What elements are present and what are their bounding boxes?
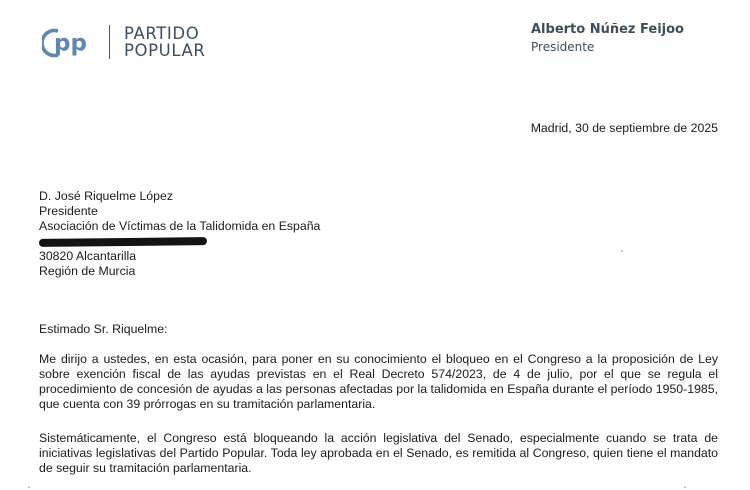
recipient-name: D. José Riquelme López: [39, 189, 173, 203]
redaction-mark: [39, 237, 207, 247]
letter-date: Madrid, 30 de septiembre de 2025: [530, 121, 718, 135]
scan-speck: [684, 486, 686, 488]
recipient-postal: 30820 Alcantarilla: [39, 249, 137, 263]
recipient-address: [39, 189, 320, 279]
letter-greeting: Estimado Sr. Riquelme:: [39, 322, 168, 336]
logo-separator: [109, 25, 110, 59]
pp-logo: [42, 26, 104, 60]
scan-speck: [621, 250, 623, 252]
signer-name: Alberto Núñez Feijoo: [531, 22, 684, 37]
scan-speck: [28, 486, 30, 488]
party-name: [124, 26, 206, 59]
body-paragraph: Sistemáticamente, el Congreso está bloqueando la acción legislativa del Senado, especialmente cuando se trata de iniciativas legislativas del Partido Popular. Toda ley aprobada en el Senado, es remitida al Congreso, quien tiene el mandato de seguir su tramitación parlamentaria.: [39, 431, 718, 475]
redacted-street-line: [39, 234, 320, 249]
party-name-line1: PARTIDO: [124, 24, 200, 43]
recipient-role: Presidente: [39, 204, 98, 218]
signer-block: [531, 21, 684, 56]
recipient-organization: Asociación de Víctimas de la Talidomida en España: [39, 219, 321, 233]
letterhead: [0, 0, 750, 80]
recipient-region: Región de Murcia: [39, 264, 136, 278]
signer-role: Presidente: [531, 40, 595, 54]
logo-text: pp: [54, 30, 87, 57]
body-paragraph: Me dirijo a ustedes, en esta ocasión, para poner en su conocimiento el bloqueo en el Congreso a la proposición de Ley sobre exención fiscal de las ayudas previstas en el Real Decreto 574/2023, de 4 de julio, por el que se regula el procedimiento de concesión de ayudas a las personas afectadas por la talidomida en España durante el período 1950-1985, que cuenta con 39 prórrogas en su tramitación parlamentaria.: [39, 352, 718, 411]
party-name-line2: POPULAR: [124, 40, 206, 60]
